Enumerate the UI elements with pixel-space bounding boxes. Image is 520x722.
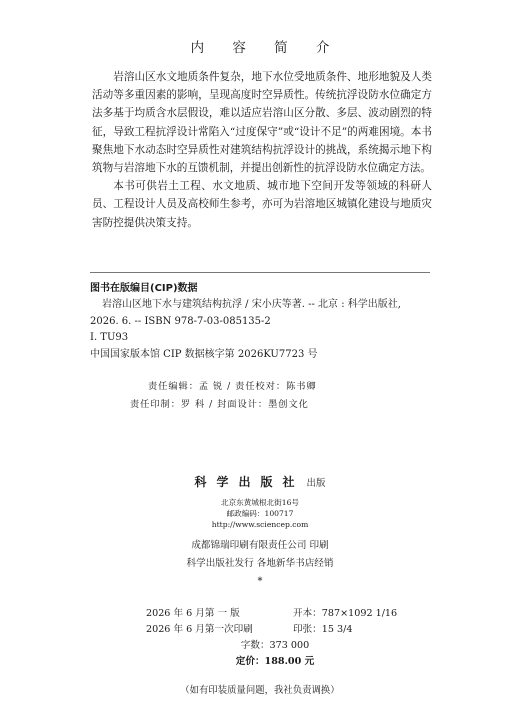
editors-block xyxy=(0,378,520,414)
edition-text: 2026 年 6 月第 一 版 xyxy=(146,608,240,619)
cip-line: Ⅰ. TU93 xyxy=(90,332,129,344)
format-text: 开本：787×1092 1/16 xyxy=(293,608,398,619)
printing-text: 2026 年 6 月第一次印刷 xyxy=(146,624,253,635)
word-count-text: 字数：373 000 xyxy=(240,640,310,651)
publisher-logo xyxy=(0,473,520,490)
printer-name: 成都锦瑞印刷有限责任公司 印刷 xyxy=(191,540,329,551)
quality-notice: （如有印装质量问题，我社负责调换） xyxy=(180,685,340,696)
editor-credit: 责任印制：罗 科 / 封面设计：墨创文化 xyxy=(130,399,309,410)
separator-star: * xyxy=(257,576,263,587)
distribution-text: 科学出版社发行 各地新华书店经销 xyxy=(186,558,334,569)
abstract-paragraph: 本书可供岩土工程、水文地质、城市地下空间开发等领域的科研人员、工程设计人员及高校师生参考，亦可为岩溶地区城镇化建设与地质灾害防控提供决策支持。 xyxy=(92,180,432,229)
price-text: 定价：188.00 元 xyxy=(235,656,315,667)
publisher-suffix: 出版 xyxy=(306,478,326,489)
cip-line: 2026. 6. -- ISBN 978-7-03-085135-2 xyxy=(90,315,271,327)
editor-credit: 责任编辑：孟 锐 / 责任校对：陈书卿 xyxy=(148,381,317,392)
page-title: 内 容 简 介 xyxy=(190,40,342,56)
abstract-section xyxy=(92,68,432,232)
publisher-brand: 科学出版社 xyxy=(194,475,305,489)
publisher-website: http://www.sciencep.com xyxy=(211,520,309,530)
sheets-text: 印张：15 3/4 xyxy=(293,624,353,635)
cip-heading: 图书在版编目(CIP)数据 xyxy=(90,283,198,294)
cip-line: 岩溶山区地下水与建筑结构抗浮 / 宋小庆等著. -- 北京 : 科学出版社, xyxy=(102,299,401,311)
printer-block xyxy=(0,537,520,591)
section-divider xyxy=(90,272,430,273)
specs-block xyxy=(0,606,520,670)
publisher-postcode: 邮政编码：100717 xyxy=(226,509,294,519)
publisher-address: 北京东黄城根北街16号 xyxy=(220,498,299,507)
abstract-paragraph: 岩溶山区水文地质条件复杂，地下水位受地质条件、地形地貌及人类活动等多重因素的影响，呈现高度时空异质性。传统抗浮设防水位确定方法多基于均质含水层假设，难以适应岩溶山区分散、多层、波动剧烈的特征，导致工程抗浮设计常陷入“过度保守”或“设计不足”的两难困境。本书聚焦地下水动态时空异质性对建筑结构抗浮设计的挑战，系统揭示地下构筑物与岩溶地下水的互馈机制，并提出创新性的抗浮设防水位确定方法。 xyxy=(92,71,432,175)
cip-line: 中国国家版本馆 CIP 数据核字第 2026KU7723 号 xyxy=(90,348,318,360)
publisher-address-block xyxy=(0,497,520,531)
cip-block xyxy=(90,281,430,363)
